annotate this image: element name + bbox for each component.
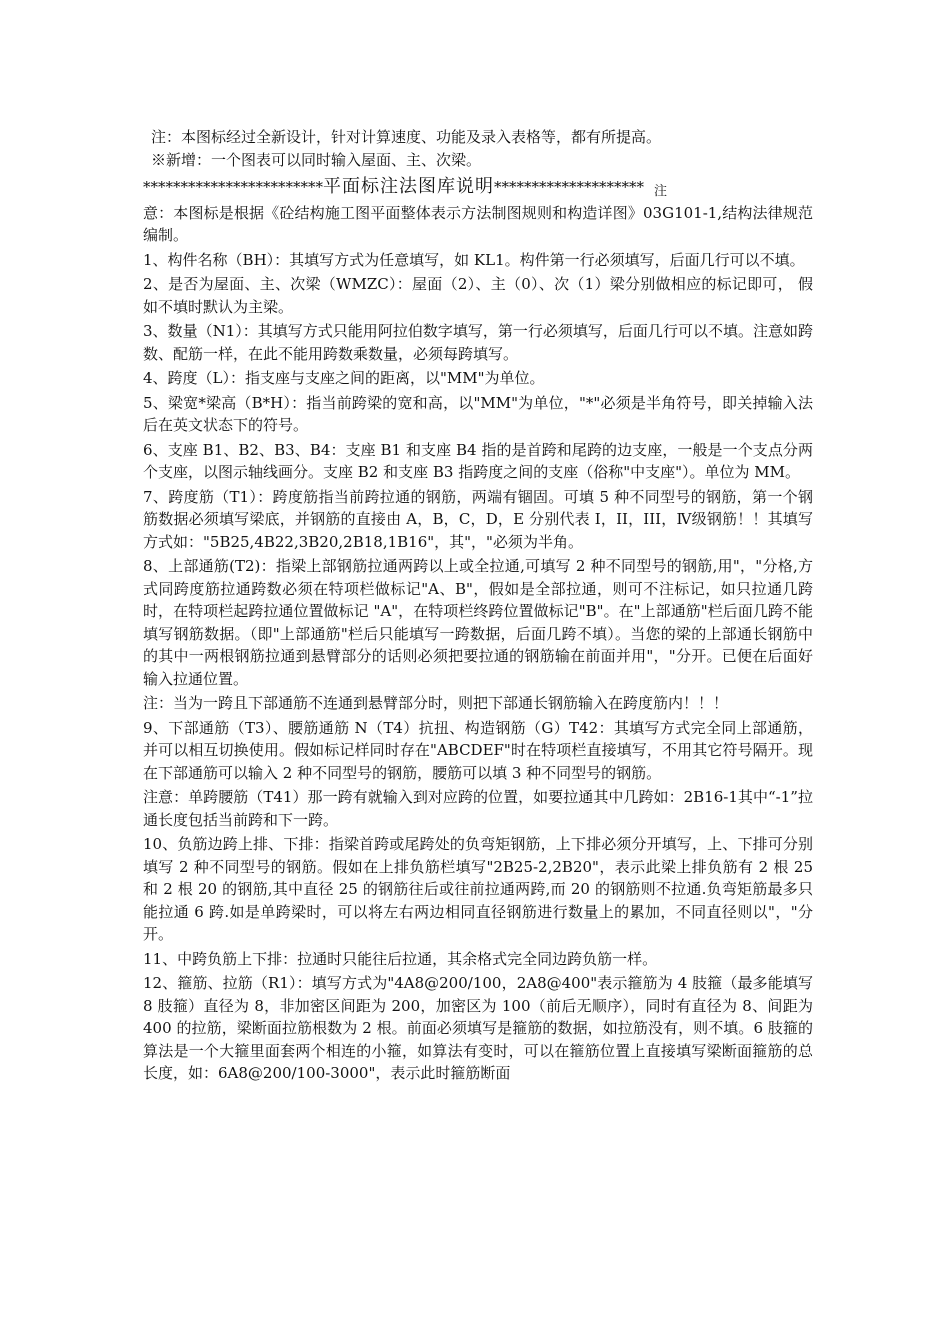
paragraph-intro: 意：本图标是根据《砼结构施工图平面整体表示方法制图规则和构造详图》03G101-1,结构法律规范编制。 — [143, 203, 813, 244]
section-title — [143, 173, 813, 202]
paragraph-12: 12、箍筋、拉筋（R1）：填写方式为"4A8@200/100，2A8@400"表示箍筋为 4 肢箍（最多能填写 8 肢箍）直径为 8，非加密区间距为 200，加密区为 100（前后无顺序），同时有直径为 8、间距为 400 的拉筋，梁断面拉筋根数为 2 根。前面必须填写是箍筋的数据，如拉筋没有，则不填。6 肢箍的算法是一个大箍里面套两个相连的小箍，如算法有变时，可以在箍筋位置上直接填写梁断面箍筋的总长度，如：6A8@200/100-3000"，表示此时箍筋断面 — [143, 974, 813, 1082]
document-page — [143, 126, 813, 1087]
paragraph-note-8: 注：当为一跨且下部通筋不连通到悬臂部分时，则把下部通长钢筋输入在跨度筋内！！！ — [143, 694, 729, 712]
title-stars-left: ************************ — [143, 178, 323, 196]
title-stars-right: ******************** — [494, 178, 644, 196]
title-text: 平面标注法图库说明 — [323, 176, 494, 197]
paragraph-1: 1、构件名称（BH）：其填写方式为任意填写，如 KL1。构件第一行必须填写，后面几行可以不填。 — [143, 250, 805, 269]
top-note-1: 注：本图标经过全新设计，针对计算速度、功能及录入表格等，都有所提高。 — [151, 128, 662, 146]
paragraph-6: 6、支座 B1、B2、B3、B4：支座 B1 和支座 B4 指的是首跨和尾跨的边支座，一般是一个支点分两个支座，以图示轴线画分。支座 B2 和支座 B3 指跨度之间的支座（俗称"中支座"）。单位为 MM。 — [143, 440, 813, 481]
paragraph-2: 2、是否为屋面、主、次梁（WMZC）：屋面（2）、主（0）、次（1）梁分别做相应的标记即可， 假如不填时默认为主梁。 — [143, 275, 813, 316]
title-tail: 注 — [654, 184, 668, 199]
paragraph-9: 9、下部通筋（T3）、腰筋通筋 N（T4）抗扭、构造钢筋（G）T42：其填写方式完全同上部通筋，并可以相互切换使用。假如标记样同时存在"ABCDEF"时在特项栏直接填写，不用其它符号隔开。现在下部通筋可以输入 2 种不同型号的钢筋，腰筋可以填 3 种不同型号的钢筋。 — [143, 718, 813, 782]
top-note-2: ※新增：一个图表可以同时输入屋面、主、次梁。 — [151, 150, 482, 169]
paragraph-10: 10、负筋边跨上排、下排：指梁首跨或尾跨处的负弯矩钢筋，上下排必须分开填写，上、下排可分别填写 2 种不同型号的钢筋。假如在上排负筋栏填写"2B25-2,2B20"，表示此梁上排负筋有 2 根 25 和 2 根 20 的钢筋,其中直径 25 的钢筋往后或往前拉通两跨,而 20 的钢筋则不拉通.负弯矩筋最多只能拉通 6 跨.如是单跨梁时，可以将左右两边相同直径钢筋进行数量上的累加，不同直径则以"，"分开。 — [143, 835, 813, 943]
paragraph-7: 7、跨度筋（T1）：跨度筋指当前跨拉通的钢筋，两端有锢固。可填 5 种不同型号的钢筋，第一个钢筋数据必须填写梁底，并钢筋的直接由 A，B，C，D，E 分别代表 I，II，III，Ⅳ级钢筋！！其填写方式如："5B25,4B22,3B20,2B18,1B16"，其"，"必须为半角。 — [143, 487, 813, 551]
paragraph-5: 5、梁宽*梁高（B*H）：指当前跨梁的宽和高，以"MM"为单位，"*"必须是半角符号，即关掉输入法后在英文状态下的符号。 — [143, 393, 813, 434]
paragraph-3: 3、数量（N1）：其填写方式只能用阿拉伯数字填写，第一行必须填写，后面几行可以不填。注意如跨数、配筋一样，在此不能用跨数乘数量，必须每跨填写。 — [143, 322, 813, 363]
paragraph-11: 11、中跨负筋上下排：拉通时只能往后拉通，其余格式完全同边跨负筋一样。 — [143, 949, 658, 968]
paragraph-8: 8、上部通筋(T2)：指梁上部钢筋拉通两跨以上或全拉通,可填写 2 种不同型号的钢筋,用"，"分格,方式同跨度筋拉通跨数必须在特项栏做标记"A、B"，假如是全部拉通，则可不注标记，如只拉通几跨时，在特项栏起跨拉通位置做标记 "A"，在特项栏终跨位置做标记"B"。在"上部通筋"栏后面几跨不能填写钢筋数据。（即"上部通筋"栏后只能填写一跨数据，后面几跨不填）。当您的梁的上部通长钢筋中的其中一两根钢筋拉通到悬臂部分的话则必须把要拉通的钢筋输在前面并用"，"分开。已便在后面好输入拉通位置。 — [143, 557, 813, 688]
paragraph-note-9: 注意：单跨腰筋（T41）那一跨有就输入到对应跨的位置，如要拉通其中几跨如：2B16-1其中“-1”拉通长度包括当前跨和下一跨。 — [143, 788, 813, 829]
paragraph-4: 4、跨度（L）：指支座与支座之间的距离，以"MM"为单位。 — [143, 369, 545, 387]
